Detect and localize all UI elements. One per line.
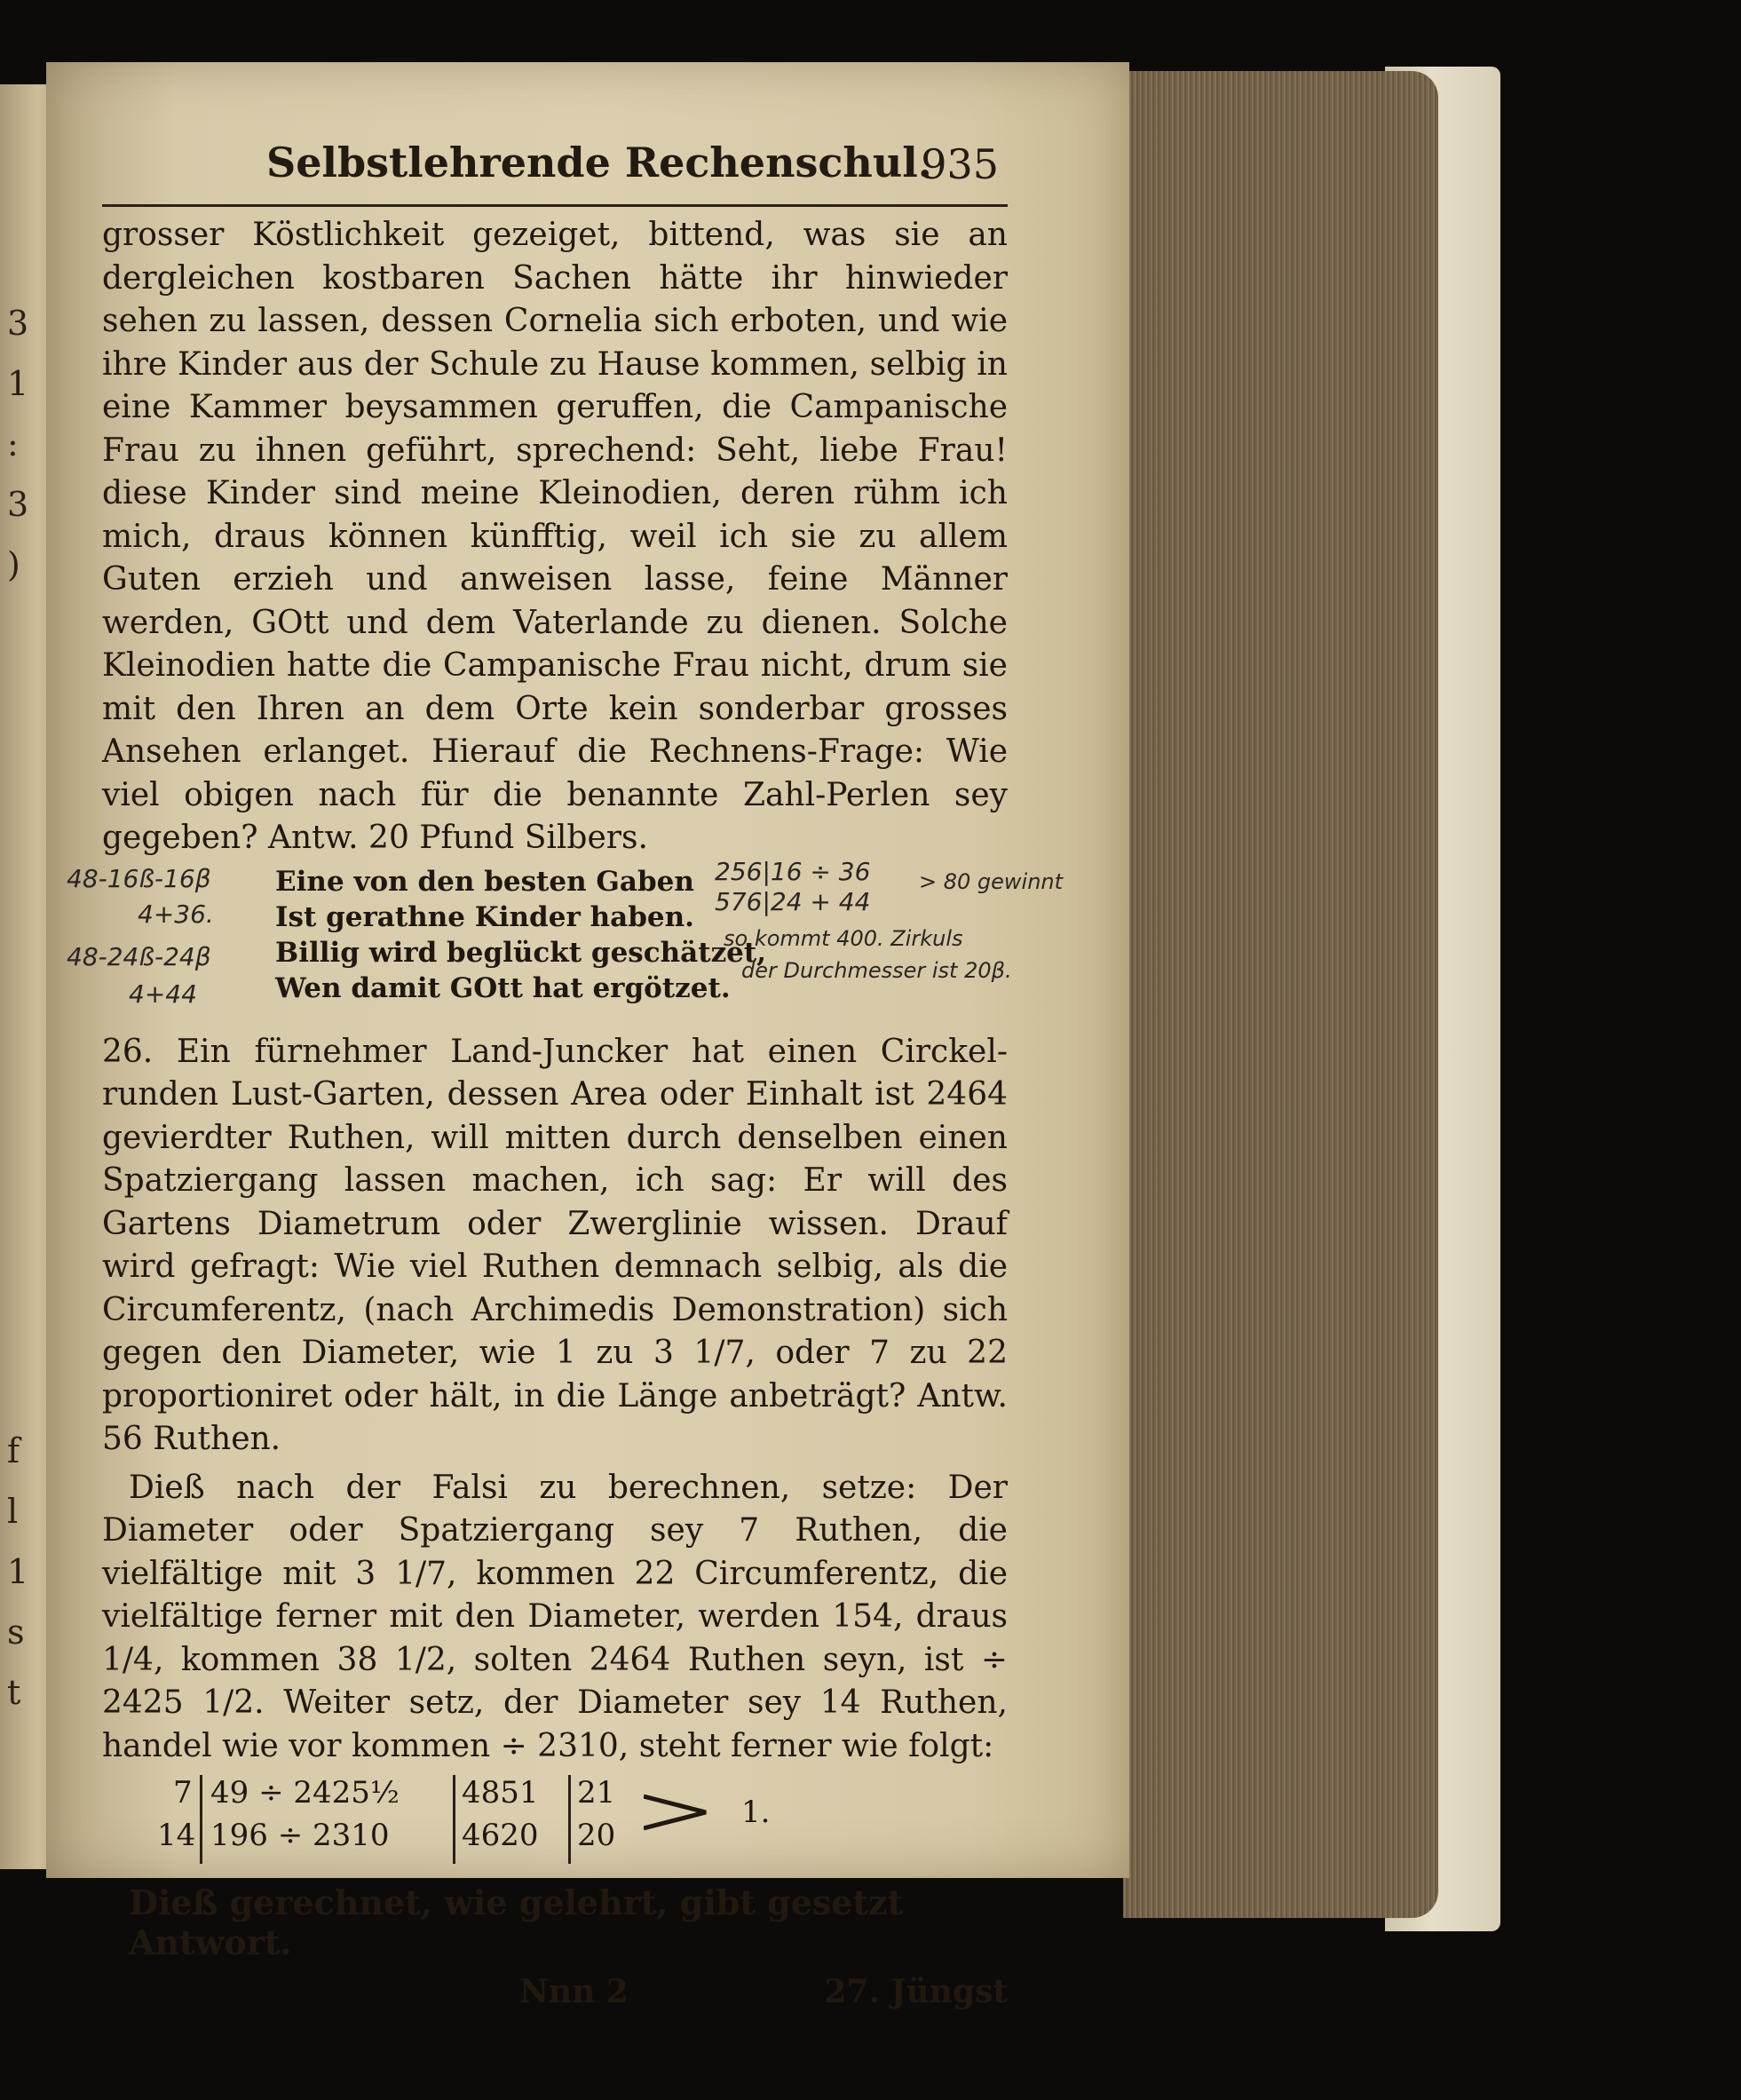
calc-cell: 4851	[462, 1775, 539, 1811]
calculation-table	[102, 1775, 1008, 1877]
left-mark: 3	[7, 304, 29, 343]
calc-rule	[568, 1775, 571, 1864]
calc-cell: 14	[157, 1818, 196, 1853]
page-footer	[102, 1973, 1008, 2026]
verse-line: Wen damit GOtt hat ergötzet.	[275, 971, 731, 1004]
page-number: 935	[921, 140, 999, 188]
left-mark: 3	[7, 485, 29, 524]
handwritten-calc: der Durchmesser ist 20β.	[741, 957, 1012, 983]
verse-section	[67, 856, 1064, 1024]
left-mark: )	[7, 545, 20, 584]
handwritten-calc: so kommt 400. Zirkuls	[724, 925, 963, 951]
verse-line: Eine von den besten Gaben	[275, 865, 694, 898]
verse-line: Billig wird beglückt geschätzet,	[275, 936, 767, 969]
signature-mark: Nnn 2	[519, 1973, 629, 2010]
calc-cell: 21	[577, 1775, 616, 1811]
page-header	[102, 133, 1008, 207]
marginal-note: 48-16ß-16β	[67, 863, 211, 893]
verse-line: Ist gerathne Kinder haben.	[275, 900, 694, 933]
answer-line: Dieß gerechnet, wie gelehrt, gibt gesetzt Antwort.	[129, 1882, 904, 1962]
left-mark: t	[7, 1673, 21, 1712]
page-text	[67, 133, 1064, 2026]
comparison-arrow	[644, 1784, 732, 1837]
left-mark: 1	[7, 1552, 29, 1591]
marginal-note: 4+44	[129, 979, 197, 1009]
handwritten-calc: > 80 gewinnt	[919, 868, 1064, 894]
calc-rule	[200, 1775, 202, 1864]
calc-cell: 49 ÷ 2425½	[210, 1775, 400, 1811]
calc-cell: 4620	[462, 1818, 539, 1853]
calc-result: 1.	[741, 1795, 771, 1830]
marginal-note: 4+36.	[138, 899, 214, 929]
paragraph-problem-26: 26. Ein fürnehmer Land-Juncker hat einen Circkel-runden Lust-Garten, dessen Area oder Einhalt ist 2464 gevierdter Ruthen, will mitten durch denselben einen Spatziergang lassen machen, ich sag: Er will des Gartens Diametrum oder Zwerglinie wissen. Drauf wird gefragt: Wie viel Ruthen demnach selbig, als die Circumferentz, (nach Archimedis Demonstration) sich gegen den Diameter, wie 1 zu 3 1/7, oder 7 zu 22 proportioniret oder hält, in die Länge anbeträgt? Antw. 56 Ruthen.	[102, 1033, 1008, 1457]
calc-cell: 196 ÷ 2310	[210, 1818, 390, 1853]
paragraph-calculation: Dieß nach der Falsi zu berechnen, setze: Der Diameter oder Spatziergang sey 7 Ruthen, die vielfältige mit 3 1/7, kommen 22 Circumferentz, die vielfältige ferner mit den Diameter, werden 154, draus 1/4, kommen 38 1/2, solten 2464 Ruthen seyn, ist ÷ 2425 1/2. Weiter setz, der Diameter sey 14 Ruthen, handel wie vor kommen ÷ 2310, steht ferner wie folgt:	[102, 1469, 1008, 1764]
catchword: 27. Jüngst	[824, 1973, 1008, 2010]
calc-cell: 20	[577, 1818, 616, 1853]
left-mark: s	[7, 1613, 25, 1652]
previous-page-marks	[7, 306, 43, 1736]
left-mark: f	[7, 1431, 20, 1470]
calc-rule	[453, 1775, 455, 1864]
verse	[275, 864, 766, 1006]
left-mark: :	[7, 424, 19, 464]
calc-cell: 7	[173, 1775, 193, 1811]
page-block-edges	[1123, 71, 1438, 1918]
left-mark: 1	[7, 364, 29, 403]
left-mark: l	[7, 1492, 19, 1531]
handwritten-calc: 256|16 ÷ 36	[715, 856, 871, 886]
running-title: Selbstlehrende Rechenschul.	[266, 139, 932, 186]
paragraph-story: grosser Köstlichkeit gezeiget, bittend, was sie an dergleichen kostbaren Sachen hätte ihr hinwieder sehen zu lassen, dessen Cornelia sich erboten, und wie ihre Kinder aus der Schule zu Hause kommen, selbig in eine Kammer beysammen geruffen, die Campanische Frau zu ihnen geführt, sprechend: Seht, liebe Frau! diese Kinder sind meine Kleinodien, deren rühm ich mich, draus können künfftig, weil ich sie zu allem Guten erzieh und anweisen lasse, feine Männer werden, GOtt und dem Vaterlande zu dienen. Solche Kleinodien hatte die Campanische Frau nicht, drum sie mit den Ihren an dem Orte kein sonderbar grosses Ansehen erlanget. Hierauf die Rechnens-Frage: Wie viel obigen nach für die benannte Zahl-Perlen sey gegeben? Antw. 20 Pfund Silbers.	[102, 217, 1008, 856]
marginal-note: 48-24ß-24β	[67, 941, 211, 971]
handwritten-calc: 576|24 + 44	[715, 886, 871, 916]
